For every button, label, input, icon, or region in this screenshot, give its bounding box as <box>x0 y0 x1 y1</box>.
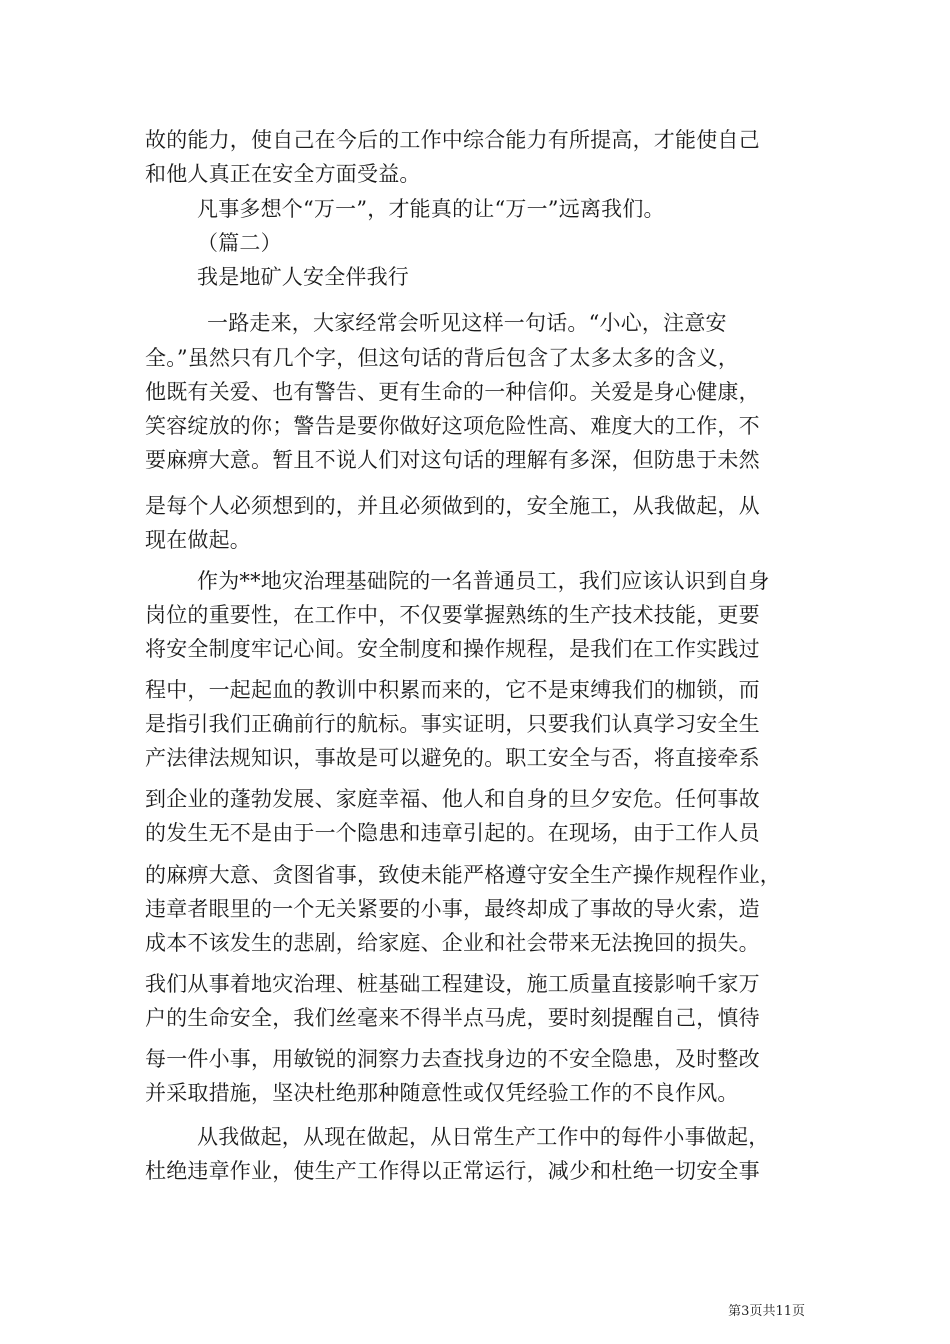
body-line: 现在做起。 <box>145 528 251 552</box>
body-line: 岗位的重要性，在工作中，不仅要掌握熟练的生产技术技能，更要 <box>145 603 760 627</box>
body-line: 故的能力，使自己在今后的工作中综合能力有所提高，才能使自己 <box>145 128 760 152</box>
body-line: 凡事多想个“万一”，才能真的让“万一”远离我们。 <box>197 197 665 221</box>
section-heading: （篇二） <box>197 231 282 255</box>
body-line: 杜绝违章作业，使生产工作得以正常运行，减少和杜绝一切安全事 <box>145 1159 760 1183</box>
body-line: 是指引我们正确前行的航标。事实证明，只要我们认真学习安全生 <box>145 712 760 736</box>
body-line: 的麻痹大意、贪图省事，致使未能严格遵守安全生产操作规程作业， <box>145 863 781 887</box>
page-number-footer: 第3页共11页 <box>728 1304 805 1319</box>
body-line: 要麻痹大意。暂且不说人们对这句话的理解有多深，但防患于未然 <box>145 448 760 472</box>
body-line: 笑容绽放的你；警告是要你做好这项危险性高、难度大的工作，不 <box>145 414 760 438</box>
body-line: 一路走来，大家经常会听见这样一句话。“小心，注意安 <box>207 311 727 335</box>
body-line: 程中，一起起血的教训中积累而来的，它不是束缚我们的枷锁，而 <box>145 678 760 702</box>
body-line: 是每个人必须想到的，并且必须做到的，安全施工，从我做起，从 <box>145 494 760 518</box>
body-line: 成本不该发生的悲剧，给家庭、企业和社会带来无法挽回的损失。 <box>145 931 760 955</box>
body-line: 他既有关爱、也有警告、更有生命的一种信仰。关爱是身心健康， <box>145 380 760 404</box>
body-line: 从我做起，从现在做起，从日常生产工作中的每件小事做起， <box>197 1125 770 1149</box>
body-line: 作为**地灾治理基础院的一名普通员工，我们应该认识到自身 <box>197 569 770 593</box>
body-line: 和他人真正在安全方面受益。 <box>145 162 421 186</box>
body-line: 产法律法规知识，事故是可以避免的。职工安全与否，将直接牵系 <box>145 746 760 770</box>
body-line: 每一件小事，用敏锐的洞察力去查找身边的不安全隐患，及时整改 <box>145 1047 760 1071</box>
body-line: 将安全制度牢记心间。安全制度和操作规程，是我们在工作实践过 <box>145 637 760 661</box>
body-line: 我们从事着地灾治理、桩基础工程建设，施工质量直接影响千家万 <box>145 972 760 996</box>
body-line: 户的生命安全，我们丝毫来不得半点马虎，要时刻提醒自己，慎待 <box>145 1006 760 1030</box>
body-line: 的发生无不是由于一个隐患和违章引起的。在现场，由于工作人员 <box>145 821 760 845</box>
body-line: 到企业的蓬勃发展、家庭幸福、他人和自身的旦夕安危。任何事故 <box>145 787 760 811</box>
article-title: 我是地矿人安全伴我行 <box>197 265 409 289</box>
body-line: 并采取措施，坚决杜绝那种随意性或仅凭经验工作的不良作风。 <box>145 1081 739 1105</box>
body-line: 违章者眼里的一个无关紧要的小事，最终却成了事故的导火索，造 <box>145 897 760 921</box>
body-line: 全。”虽然只有几个字，但这句话的背后包含了太多太多的含义， <box>145 346 740 370</box>
